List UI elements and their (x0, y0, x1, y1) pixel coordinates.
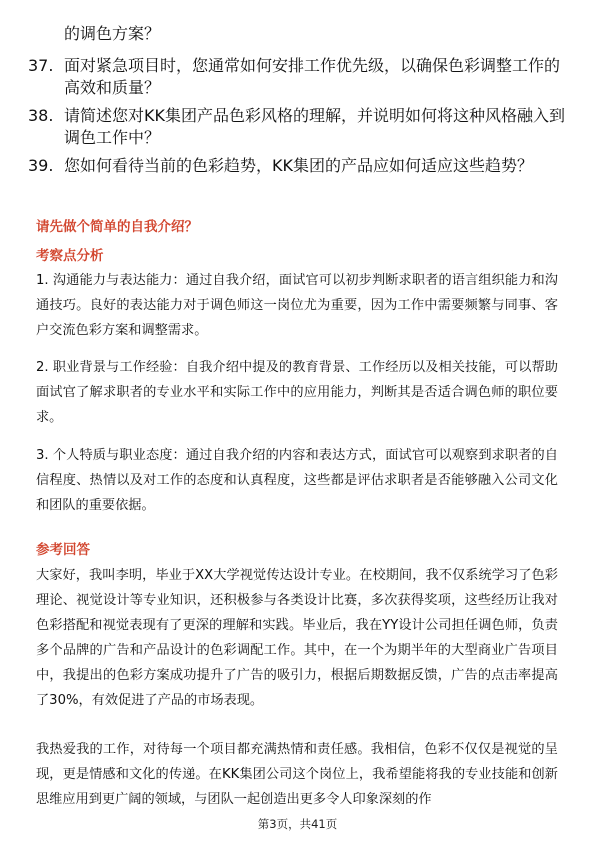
question-list (28, 55, 568, 183)
analysis-point: 3. 个人特质与职业态度：通过自我介绍的内容和表达方式，面试官可以观察到求职者的自信程度、热情以及对工作的态度和认真程度，这些都是评估求职者是否能够融入公司文化和团队的重要依据。 (36, 448, 558, 513)
list-item (28, 105, 568, 149)
question-text: 请简述您对KK集团产品色彩风格的理解，并说明如何将这种风格融入到调色工作中？ (64, 106, 565, 147)
list-item (28, 155, 568, 177)
page-footer: 第3页，共41页 (257, 817, 338, 831)
question-text: 您如何看待当前的色彩趋势，KK集团的产品应如何适应这些趋势？ (64, 156, 533, 175)
answer-heading: 参考回答 (36, 542, 90, 558)
question-text: 面对紧急项目时，您通常如何安排工作优先级，以确保色彩调整工作的高效和质量？ (64, 56, 561, 97)
answer-paragraph: 我热爱我的工作，对待每一个项目都充满热情和责任感。我相信，色彩不仅仅是视觉的呈现，更是情感和文化的传递。在KK集团公司这个岗位上，我希望能将我的专业技能和创新思维应用到更广阔的领域，与团队一起创造出更多令人印象深刻的作 (36, 742, 558, 807)
continued-question-text: 的调色方案？ (64, 24, 161, 43)
answer-paragraph: 大家好，我叫李明，毕业于XX大学视觉传达设计专业。在校期间，我不仅系统学习了色彩理论、视觉设计等专业知识，还积极参与各类设计比赛，多次获得奖项，这些经历让我对色彩搭配和视觉表现有了更深的理解和实践。毕业后，我在YY设计公司担任调色师，负责多个品牌的广告和产品设计的色彩调配工作。其中，在一个为期半年的大型商业广告项目中，我提出的色彩方案成功提升了广告的吸引力，根据后期数据反馈，广告的点击率提高了30%，有效促进了产品的市场表现。 (36, 568, 558, 708)
analysis-point: 1. 沟通能力与表达能力：通过自我介绍，面试官可以初步判断求职者的语言组织能力和沟通技巧。良好的表达能力对于调色师这一岗位尤为重要，因为工作中需要频繁与同事、客户交流色彩方案和调整需求。 (36, 273, 558, 338)
analysis-point: 2. 职业背景与工作经验：自我介绍中提及的教育背景、工作经历以及相关技能，可以帮助面试官了解求职者的专业水平和实际工作中的应用能力，判断其是否适合调色师的职位要求。 (36, 360, 558, 425)
analysis-heading: 考察点分析 (36, 248, 104, 264)
list-item (28, 55, 568, 99)
question-number: 37. (28, 56, 54, 75)
question-number: 38. (28, 106, 54, 125)
question-number: 39. (28, 156, 54, 175)
question-heading: 请先做个简单的自我介绍？ (36, 219, 198, 235)
